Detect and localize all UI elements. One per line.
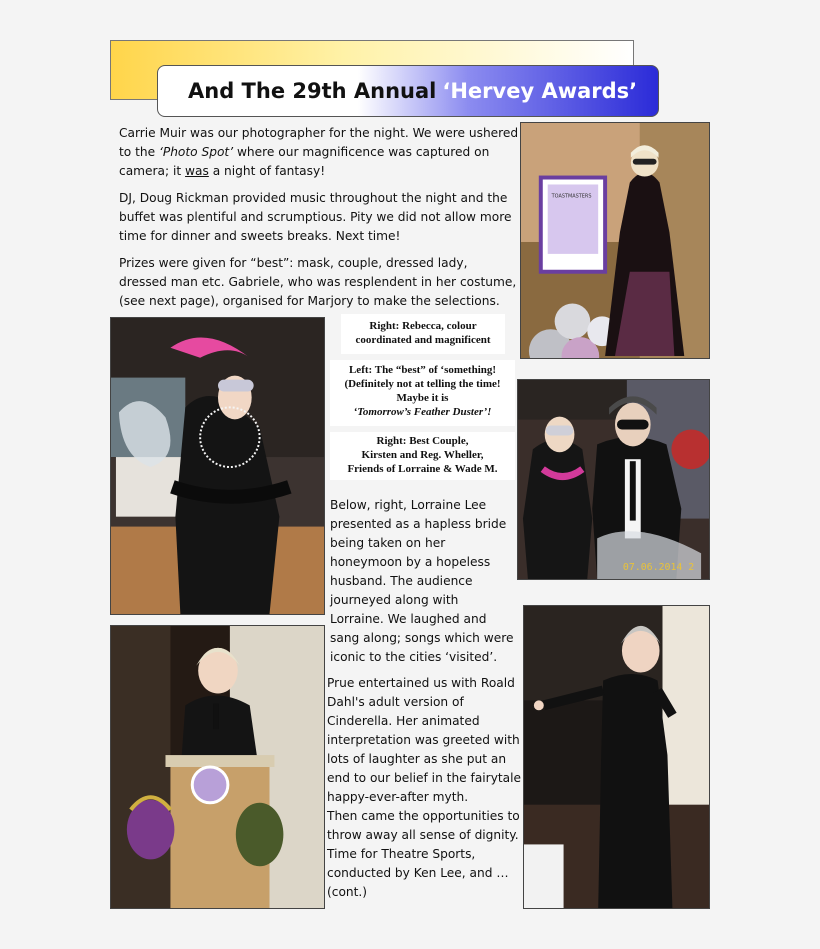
caption-best-couple: Right: Best Couple, Kirsten and Reg. Wheller, Friends of Lorraine & Wade M.	[330, 432, 515, 480]
caption-rebecca: Right: Rebecca, colour coordinated and magnificent	[341, 314, 505, 354]
intro-text	[119, 124, 519, 319]
paragraph-lorraine: Below, right, Lorraine Lee presented as a hapless bride being taken on her honeymoon by a hopeless husband. The audience journeyed along with Lorraine. We laughed and sang along; songs which were iconic to the cities ‘visited’.	[330, 498, 514, 664]
paragraph-theatre-sports: Then came the opportunities to throw away all sense of dignity. Time for Theatre Sports, conducted by Ken Lee, and … (cont.)	[327, 809, 520, 899]
photo-lorraine-bride	[523, 605, 710, 909]
title-prefix: And The 29th Annual	[188, 79, 437, 103]
photo-best-couple	[517, 379, 710, 580]
photo-date-stamp: 07.06.2014 2	[622, 562, 695, 574]
paragraph-photographer: Carrie Muir was our photographer for the night. We were ushered to the ‘Photo Spot’ where our magnificence was captured on camera; it was a night of fantasy!	[119, 126, 519, 178]
paragraph-prue: Prue entertained us with Roald Dahl's adult version of Cinderella. Her animated interpretation was greeted with lots of laughter as she put an end to our belief in the fairytale happy-ever-after myth.	[327, 676, 522, 804]
prue-text	[327, 674, 523, 902]
photo-prue-lectern	[110, 625, 325, 909]
caption-feather-duster: Left: The “best” of ‘something! (Definitely not at telling the time! Maybe it is ‘Tomorrow’s Feather Duster’!	[330, 360, 515, 426]
poster-label: TOASTMASTERS	[551, 193, 592, 200]
lorraine-text	[330, 496, 515, 675]
photo-feather-duster	[110, 317, 325, 615]
title-highlight: ‘Hervey Awards’	[442, 79, 638, 103]
photo-rebecca	[520, 122, 710, 359]
paragraph-dj: DJ, Doug Rickman provided music throughout the night and the buffet was plentiful and scrumptious. Pity we did not allow more time for dinner and sweets breaks. Next time!	[119, 191, 512, 243]
paragraph-prizes: Prizes were given for “best”: mask, couple, dressed lady, dressed man etc. Gabriele, who was resplendent in her costume, (see next page), organised for Marjory to make the selections.	[119, 256, 517, 308]
page-title	[157, 65, 659, 117]
